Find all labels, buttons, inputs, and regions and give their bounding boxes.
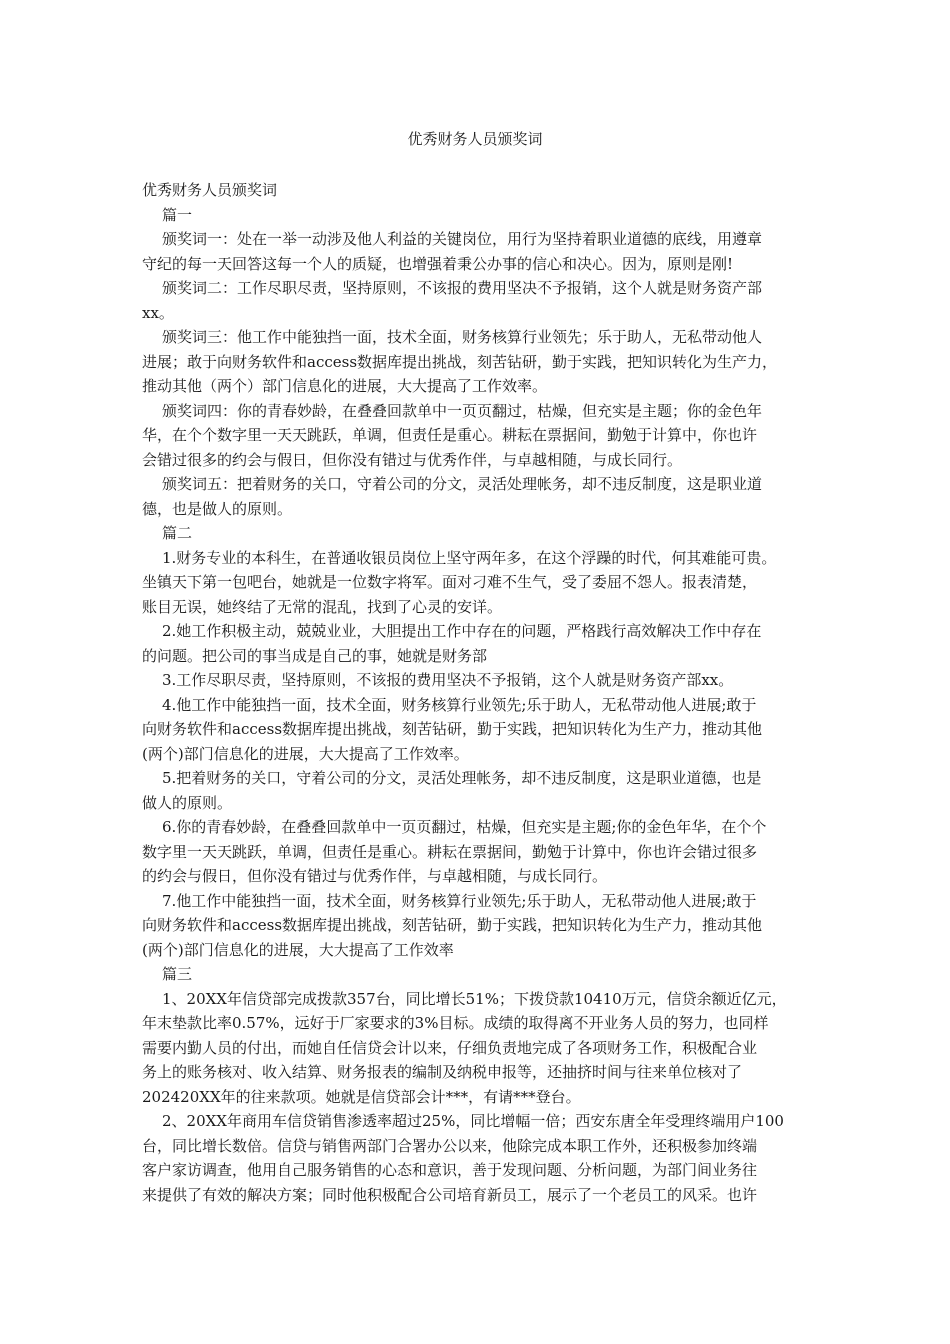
text-line: 7.他工作中能独挡一面，技术全面，财务核算行业领先;乐于助人，无私带动他人进展;敢于 [162,891,757,910]
text-line: 客户家访调查，他用自己服务销售的心态和意识，善于发现问题、分析问题，为部门间业务往 [142,1161,758,1179]
text-line: 颁奖词四：你的青春妙龄，在叠叠回款单中一页页翻过，枯燥，但充实是主题；你的金色年 [162,401,763,420]
text-line: 华，在个个数字里一天天跳跃，单调，但责任是重心。耕耘在票据间，勤勉于计算中，你也许 [142,426,758,444]
text-line: xx。 [142,303,174,322]
text-line: 年末垫款比率0.57%，远好于厂家要求的3%目标。成绩的取得离不开业务人员的努力，也同样 [142,1014,769,1032]
text-line: 做人的原则。 [142,793,233,812]
text-line: 务上的账务核对、收入结算、财务报表的编制及纳税申报等，还抽挤时间与往来单位核对了 [142,1063,743,1081]
text-line: 台，同比增长数倍。信贷与销售两部门合署办公以来，他除完成本职工作外，还积极参加终端 [142,1136,758,1155]
text-line: 颁奖词五：把着财务的关口，守着公司的分文，灵活处理帐务，却不违反制度，这是职业道 [162,475,763,493]
text-line: 颁奖词一：处在一举一动涉及他人利益的关键岗位，用行为坚持着职业道德的底线，用遵章 [162,230,763,248]
text-line: 5.把着财务的关口，守着公司的分文，灵活处理帐务，却不违反制度，这是职业道德，也是 [162,769,762,787]
text-line: 4.他工作中能独挡一面，技术全面，财务核算行业领先;乐于助人，无私带动他人进展;敢于 [162,695,757,714]
text-line: 1.财务专业的本科生，在普通收银员岗位上坚守两年多，在这个浮躁的时代，何其难能可贵。 [162,548,777,567]
text-line: 1、20XX年信贷部完成拨款357台，同比增长51%；下拨贷款10410万元，信贷余额近亿元， [162,989,787,1008]
text-line: 守纪的每一天回答这每一个人的质疑，也增强着秉公办事的信心和决心。因为，原则是刚! [142,254,734,273]
text-line: 202420XX年的往来款项。她就是信贷部会计***，有请***登台。 [142,1087,581,1106]
text-line: 进展；敢于向财务软件和access数据库提出挑战，刻苦钻研，勤于实践，把知识转化为生产力， [142,352,778,371]
text-line: 会错过很多的约会与假日，但你没有错过与优秀作伴，与卓越相随，与成长同行。 [142,450,683,469]
text-line: 篇三 [162,965,193,983]
text-line: 篇一 [162,205,193,224]
text-line: 坐镇天下第一包吧台，她就是一位数字将军。面对刁难不生气，受了委屈不怨人。报表清楚， [142,573,758,591]
document-title: 优秀财务人员颁奖词 [407,130,543,148]
document-body [142,178,807,1207]
text-line: (两个)部门信息化的进展，大大提高了工作效率。 [142,744,469,763]
text-line: 的约会与假日，但你没有错过与优秀作伴，与卓越相随，与成长同行。 [142,867,608,885]
text-line: 2、20XX年商用车信贷销售渗透率超过25%，同比增幅一倍；西安东唐全年受理终端用户100 [162,1112,784,1130]
text-line: 篇二 [162,524,193,542]
text-line: 数字里一天天跳跃，单调，但责任是重心。耕耘在票据间，勤勉于计算中，你也许会错过很多 [142,842,758,861]
text-line: 颁奖词二：工作尽职尽责，坚持原则，不该报的费用坚决不予报销，这个人就是财务资产部 [162,279,763,297]
text-line: 账目无误，她终结了无常的混乱，找到了心灵的安详。 [142,597,503,616]
text-line: 向财务软件和access数据库提出挑战，刻苦钻研，勤于实践，把知识转化为生产力，推动其他 [142,916,763,934]
text-line: 来提供了有效的解决方案；同时他积极配合公司培育新员工，展示了一个老员工的风采。也许 [142,1185,758,1204]
text-line: 2.她工作积极主动，兢兢业业，大胆提出工作中存在的问题，严格践行高效解决工作中存在 [162,622,762,640]
text-line: 推动其他（两个）部门信息化的进展，大大提高了工作效率。 [142,377,548,395]
text-line: 3.工作尽职尽责，坚持原则，不该报的费用坚决不予报销，这个人就是财务资产部xx。 [162,671,734,689]
text-line: 颁奖词三：他工作中能独挡一面，技术全面，财务核算行业领先；乐于助人，无私带动他人 [162,328,763,346]
text-line: (两个)部门信息化的进展，大大提高了工作效率 [142,940,454,959]
text-line: 优秀财务人员颁奖词 [142,181,278,199]
text-line: 需要内勤人员的付出，而她自任信贷会计以来，仔细负责地完成了各项财务工作，积极配合业 [142,1038,758,1057]
text-line: 的问题。把公司的事当成是自己的事，她就是财务部 [142,646,488,665]
text-line: 德，也是做人的原则。 [142,499,293,518]
text-line: 6.你的青春妙龄，在叠叠回款单中一页页翻过，枯燥，但充实是主题;你的金色年华，在个个 [162,818,767,836]
text-line: 向财务软件和access数据库提出挑战，刻苦钻研，勤于实践，把知识转化为生产力，推动其他 [142,720,763,738]
